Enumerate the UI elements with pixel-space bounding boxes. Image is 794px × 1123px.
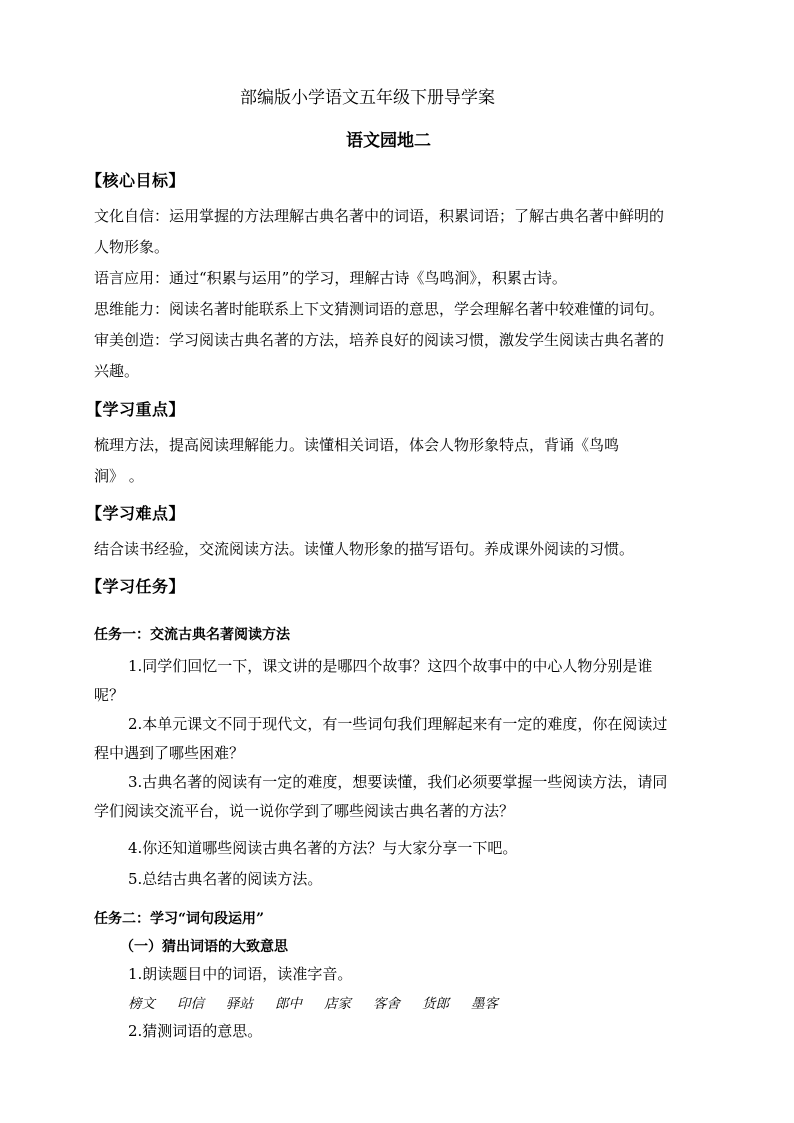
goal-line: 审美创造：学习阅读古典名著的方法，培养良好的阅读习惯，激发学生阅读古典名著的 [94, 331, 665, 349]
goal-line: 文化自信：运用掌握的方法理解古典名著中的词语，积累词语；了解古典名著中鲜明的 [94, 207, 665, 225]
task1-line: 程中遇到了哪些困难？ [94, 744, 245, 762]
task2-title: 任务二：学习“词句段运用” [94, 911, 265, 927]
task1-title: 任务一：交流古典名著阅读方法 [94, 627, 290, 643]
vocab-word: 榜文 [128, 996, 155, 1012]
key-point-line: 涧》 。 [94, 467, 144, 485]
document-subtitle: 语文园地二 [346, 131, 431, 151]
section-heading-difficulties: 【学习难点】 [86, 504, 186, 523]
goal-line: 人物形象。 [94, 238, 170, 256]
goal-line: 兴趣。 [94, 362, 140, 380]
vocab-word: 驿站 [226, 996, 253, 1012]
vocab-word: 客舍 [373, 996, 400, 1012]
vocab-word: 印信 [177, 996, 204, 1012]
goal-line: 思维能力：阅读名著时能联系上下文猜测词语的意思，学会理解名著中较难懂的词句。 [94, 300, 665, 318]
section-heading-key-points: 【学习重点】 [86, 400, 186, 419]
task1-line: 4.你还知道哪些阅读古典名著的方法？与大家分享一下吧。 [128, 839, 518, 857]
vocab-word: 店家 [324, 996, 351, 1012]
task1-line: 1.同学们回忆一下，课文讲的是哪四个故事？这四个故事中的中心人物分别是谁 [128, 657, 653, 675]
vocab-word-list [128, 993, 520, 1014]
task2-subtitle: （一）猜出词语的大致意思 [120, 939, 288, 955]
task1-line: 3.古典名著的阅读有一定的难度，想要读懂，我们必须要掌握一些阅读方法，请同 [128, 773, 668, 791]
vocab-word: 货郎 [422, 996, 449, 1012]
key-point-line: 梳理方法，提高阅读理解能力。读懂相关词语，体会人物形象特点，背诵《鸟鸣 [94, 436, 620, 454]
task2-line: 2.猜测词语的意思。 [128, 1022, 263, 1040]
section-heading-core-goals: 【核心目标】 [86, 171, 186, 190]
vocab-word: 郎中 [275, 996, 302, 1012]
task1-line: 学们阅读交流平台，说一说你学到了哪些阅读古典名著的方法？ [94, 802, 515, 820]
task1-line: 5.总结古典名著的阅读方法。 [128, 870, 323, 888]
section-heading-tasks: 【学习任务】 [86, 577, 186, 596]
task1-line: 2.本单元课文不同于现代文，有一些词句我们理解起来有一定的难度，你在阅读过 [128, 715, 668, 733]
task1-line: 呢？ [94, 686, 125, 704]
task2-line: 1.朗读题目中的词语，读准字音。 [128, 965, 353, 983]
document-title: 部编版小学语文五年级下册导学案 [240, 88, 495, 108]
vocab-word: 墨客 [471, 996, 498, 1012]
difficulty-line: 结合读书经验，交流阅读方法。读懂人物形象的描写语句。养成课外阅读的习惯。 [94, 540, 635, 558]
goal-line: 语言应用：通过“积累与运用”的学习，理解古诗《鸟鸣涧》，积累古诗。 [94, 269, 567, 287]
